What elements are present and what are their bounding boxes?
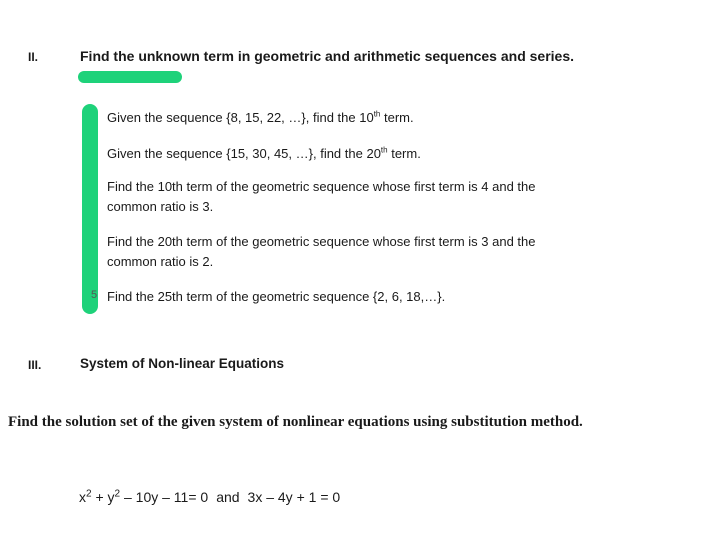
list-item-4 [107,232,536,272]
equation-1-x-exponent: 2 [86,488,92,500]
list-item-5: Find the 25th term of the geometric sequence {2, 6, 18,…}. [107,289,446,304]
list-item-2-text-end: term. [387,146,421,161]
list-item-2-text: Given the sequence {15, 30, 45, …}, find the 20 [107,146,381,161]
equation-1-x: x [79,489,86,505]
list-item-2-superscript: th [380,145,388,155]
equation-system [79,489,340,505]
highlighter-stroke-horizontal [78,71,182,83]
equation-1-y-exponent: 2 [114,488,121,500]
equation-2: 3x – 4y + 1 = 0 [247,489,341,505]
equation-connector: and [216,489,240,505]
equation-1-rest: – 10y – 11= 0 [120,489,209,505]
list-item-1-text-end: term. [380,110,414,125]
section-ii-numeral: II. [28,50,39,64]
list-item-2 [107,144,421,164]
list-item-4-line-2: common ratio is 2. [107,254,214,269]
list-item-1 [107,108,414,128]
list-item-3 [107,177,536,217]
section-iii-title: System of Non-linear Equations [80,356,285,371]
list-item-1-superscript: th [373,109,381,119]
instruction-text: Find the solution set of the given system of nonlinear equations using substitution method. [8,414,583,430]
list-item-4-line-1: Find the 20th term of the geometric sequence whose first term is 3 and the [107,234,536,249]
list-item-1-text: Given the sequence {8, 15, 22, …}, find the 10 [107,110,374,125]
section-ii-title: Find the unknown term in geometric and arithmetic sequences and series. [80,48,575,64]
highlighter-stroke-vertical [82,104,98,314]
equation-1-y: y [107,489,115,505]
list-item-3-line-1: Find the 10th term of the geometric sequence whose first term is 4 and the [107,179,536,194]
list-item-5-marker: 5 [91,289,98,301]
section-iii-numeral: III. [28,358,42,372]
list-item-3-line-2: common ratio is 3. [107,199,214,214]
equation-1-plus: + [91,489,108,505]
